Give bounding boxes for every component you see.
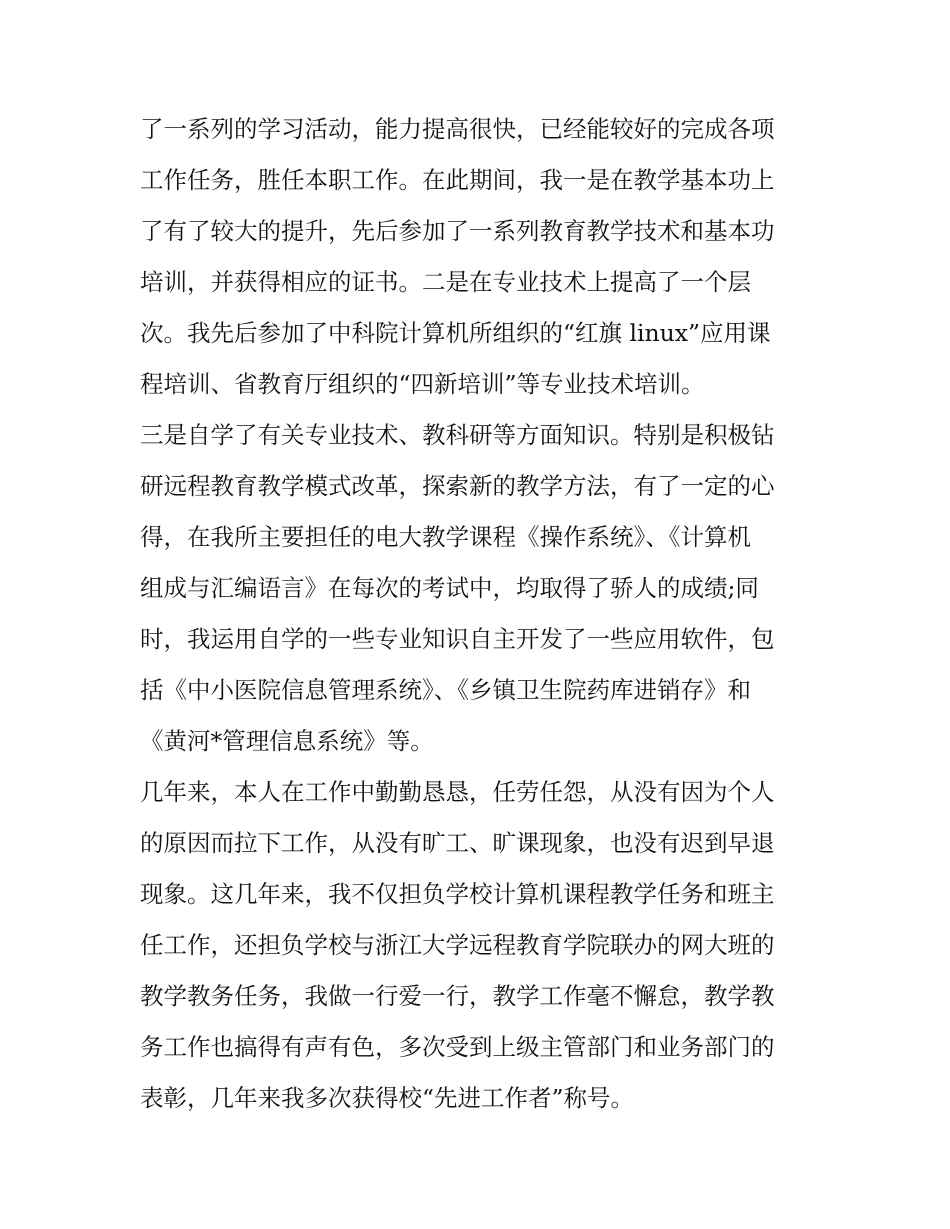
text-line: 的原因而拉下工作，从没有旷工、旷课现象，也没有迟到早退 [140, 829, 775, 857]
text-line: 教学教务任务，我做一行爱一行，教学工作毫不懈怠，教学教 [140, 982, 775, 1010]
text-line: 任工作，还担负学校与浙江大学远程教育学院联办的网大班的 [140, 931, 775, 959]
text-line: 时，我运用自学的一些专业知识自主开发了一些应用软件，包 [140, 625, 775, 653]
body-text [140, 104, 820, 1124]
text-line: 组成与汇编语言》在每次的考试中，均取得了骄人的成绩;同 [140, 574, 759, 602]
text-line: 表彰，几年来我多次获得校“先进工作者”称号。 [140, 1084, 635, 1112]
text-line: 三是自学了有关专业技术、教科研等方面知识。特别是积极钻 [140, 421, 775, 449]
text-line: 括《中小医院信息管理系统》、《乡镇卫生院药库进销存》和 [140, 676, 751, 704]
text-line: 研远程教育教学模式改革，探索新的教学方法，有了一定的心 [140, 472, 775, 500]
text-line: 现象。这几年来，我不仅担负学校计算机课程教学任务和班主 [140, 880, 775, 908]
text-line: 《黄河*管理信息系统》等。 [140, 727, 434, 755]
text-line: 程培训、省教育厅组织的“四新培训”等专业技术培训。 [140, 370, 705, 398]
text-line: 几年来，本人在工作中勤勤恳恳，任劳任怨，从没有因为个人 [140, 778, 775, 806]
text-line: 了一系列的学习活动，能力提高很快，已经能较好的完成各项 [140, 115, 775, 143]
text-line: 务工作也搞得有声有色，多次受到上级主管部门和业务部门的 [140, 1033, 775, 1061]
text-line: 培训，并获得相应的证书。二是在专业技术上提高了一个层 [140, 268, 751, 296]
text-line: 了有了较大的提升，先后参加了一系列教育教学技术和基本功 [140, 217, 775, 245]
text-line: 次。我先后参加了中科院计算机所组织的“红旗 linux”应用课 [140, 319, 771, 347]
text-line: 得，在我所主要担任的电大教学课程《操作系统》、《计算机 [140, 523, 751, 551]
text-line: 工作任务，胜任本职工作。在此期间，我一是在教学基本功上 [140, 166, 775, 194]
